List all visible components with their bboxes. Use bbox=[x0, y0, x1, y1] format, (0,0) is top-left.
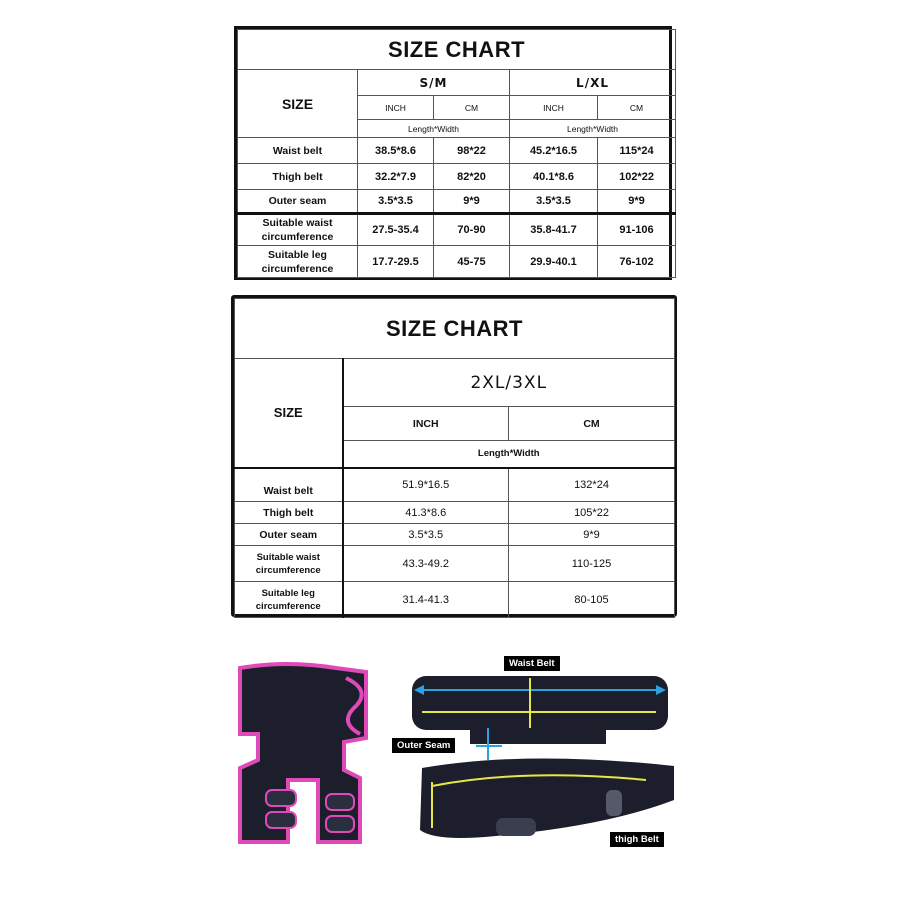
cell: 9*9 bbox=[434, 190, 510, 214]
size-chart-sm-lxl bbox=[234, 26, 672, 280]
cell: 76-102 bbox=[598, 246, 676, 278]
callout-waist-belt: Waist Belt bbox=[504, 656, 560, 671]
label-line: Suitable leg bbox=[261, 587, 315, 599]
unit-cm: CM bbox=[509, 407, 675, 441]
table-row bbox=[238, 190, 676, 214]
size-header: SIZE bbox=[235, 359, 343, 468]
unit-inch: INCH bbox=[510, 96, 598, 120]
cell: 31.4-41.3 bbox=[343, 582, 509, 618]
row-label-outer-seam: Outer seam bbox=[238, 190, 358, 214]
size-table bbox=[237, 29, 676, 278]
row-label-thigh-belt: Thigh belt bbox=[238, 164, 358, 190]
size-table bbox=[234, 298, 675, 618]
cell: 35.8-41.7 bbox=[510, 214, 598, 246]
row-label-waist-belt: Waist belt bbox=[238, 138, 358, 164]
cell: 9*9 bbox=[509, 524, 675, 546]
size-header: SIZE bbox=[238, 70, 358, 138]
cell: 40.1*8.6 bbox=[510, 164, 598, 190]
cell: 102*22 bbox=[598, 164, 676, 190]
cell: 82*20 bbox=[434, 164, 510, 190]
row-label-outer-seam: Outer seam bbox=[235, 524, 343, 546]
cell: 105*22 bbox=[509, 502, 675, 524]
callout-outer-seam: Outer Seam bbox=[392, 738, 455, 753]
unit-inch: INCH bbox=[358, 96, 434, 120]
length-width-label: Length*Width bbox=[510, 120, 676, 138]
belt-flat-view bbox=[412, 676, 674, 838]
cell: 29.9-40.1 bbox=[510, 246, 598, 278]
label-line: Suitable waist bbox=[256, 551, 320, 563]
row-label-suitable-waist bbox=[238, 214, 358, 246]
cell: 9*9 bbox=[598, 190, 676, 214]
cell: 91-106 bbox=[598, 214, 676, 246]
row-label-suitable-waist bbox=[235, 546, 343, 582]
label-line: circumference bbox=[261, 262, 334, 275]
cell: 41.3*8.6 bbox=[343, 502, 509, 524]
table-row bbox=[238, 214, 676, 246]
cell: 45-75 bbox=[434, 246, 510, 278]
table-row bbox=[235, 546, 675, 582]
cell: 51.9*16.5 bbox=[343, 468, 509, 502]
unit-inch: INCH bbox=[343, 407, 509, 441]
label-line: circumference bbox=[255, 564, 321, 576]
cell: 70-90 bbox=[434, 214, 510, 246]
cell: 115*24 bbox=[598, 138, 676, 164]
size-chart-2xl-3xl bbox=[231, 295, 677, 617]
cell: 3.5*3.5 bbox=[358, 190, 434, 214]
cell: 3.5*3.5 bbox=[510, 190, 598, 214]
table-row bbox=[235, 582, 675, 618]
unit-cm: CM bbox=[434, 96, 510, 120]
unit-cm: CM bbox=[598, 96, 676, 120]
group-header-2xl3xl: 2XL/3XL bbox=[343, 359, 675, 407]
belt-front-view bbox=[240, 664, 366, 842]
chart-title: SIZE CHART bbox=[235, 299, 675, 359]
table-row bbox=[235, 524, 675, 546]
row-label-thigh-belt: Thigh belt bbox=[235, 502, 343, 524]
length-width-label: Length*Width bbox=[343, 441, 675, 468]
cell: 80-105 bbox=[509, 582, 675, 618]
cell: 27.5-35.4 bbox=[358, 214, 434, 246]
length-width-label: Length*Width bbox=[358, 120, 510, 138]
product-photo bbox=[226, 650, 686, 855]
table-row bbox=[235, 468, 675, 502]
group-header-sm: S/M bbox=[358, 70, 510, 96]
cell: 132*24 bbox=[509, 468, 675, 502]
label-line: Suitable waist bbox=[262, 217, 333, 229]
cell: 43.3-49.2 bbox=[343, 546, 509, 582]
group-header-lxl: L/XL bbox=[510, 70, 676, 96]
cell: 17.7-29.5 bbox=[358, 246, 434, 278]
chart-title: SIZE CHART bbox=[238, 30, 676, 70]
cell: 110-125 bbox=[509, 546, 675, 582]
cell: 45.2*16.5 bbox=[510, 138, 598, 164]
row-label-suitable-leg bbox=[235, 582, 343, 618]
table-row bbox=[238, 138, 676, 164]
table-row bbox=[238, 164, 676, 190]
cell: 32.2*7.9 bbox=[358, 164, 434, 190]
belt-illustration bbox=[226, 650, 686, 855]
label-line: circumference bbox=[255, 600, 321, 612]
cell: 98*22 bbox=[434, 138, 510, 164]
table-row bbox=[235, 502, 675, 524]
row-label-suitable-leg bbox=[238, 246, 358, 278]
cell: 3.5*3.5 bbox=[343, 524, 509, 546]
table-row bbox=[238, 246, 676, 278]
callout-thigh-belt: thigh Belt bbox=[610, 832, 664, 847]
cell: 38.5*8.6 bbox=[358, 138, 434, 164]
row-label-waist-belt: Waist belt bbox=[235, 468, 343, 502]
label-line: circumference bbox=[261, 231, 334, 243]
label-line: Suitable leg bbox=[268, 248, 327, 261]
